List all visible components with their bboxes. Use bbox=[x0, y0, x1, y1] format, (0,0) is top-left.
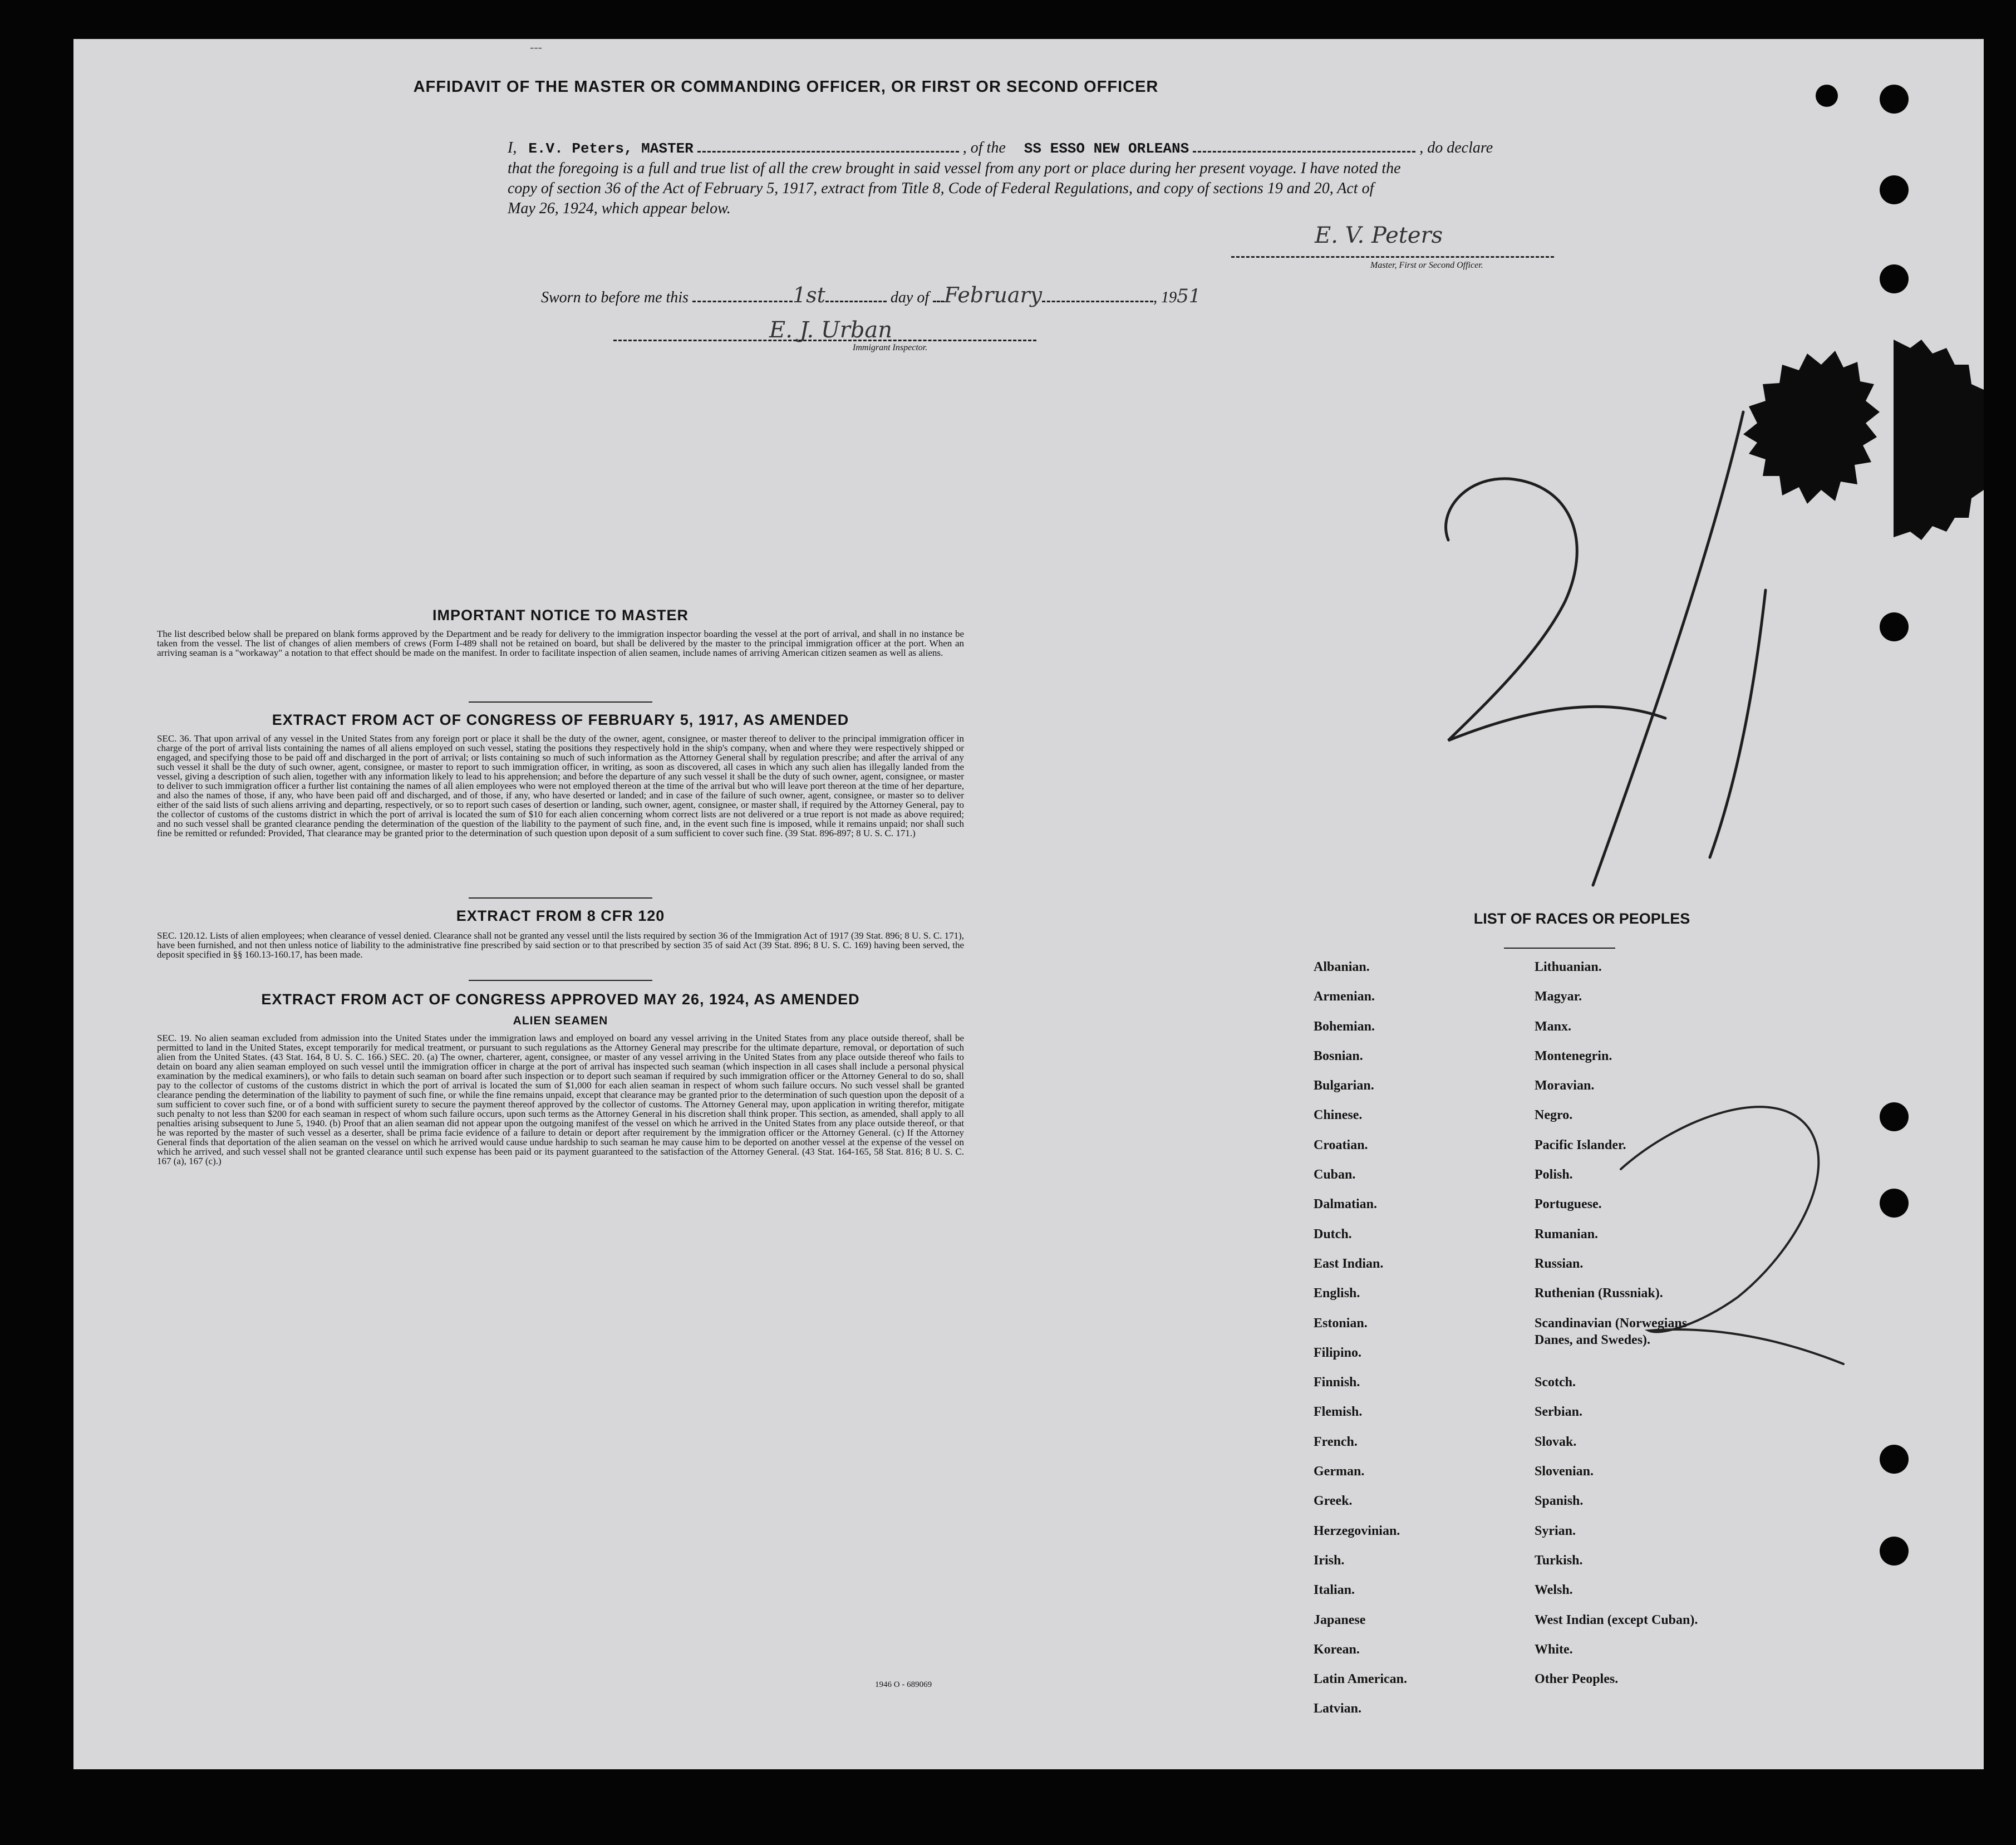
race-item: Japanese bbox=[1314, 1612, 1366, 1627]
race-item: West Indian (except Cuban). bbox=[1535, 1612, 1698, 1627]
race-item: Portuguese. bbox=[1535, 1197, 1602, 1212]
race-item: Albanian. bbox=[1314, 960, 1370, 974]
declaration-line-3: copy of section 36 of the Act of February 5, 1917, extract from Title 8, Code of Federal Regulations, and copy of sections 19 and 20, Act of bbox=[508, 180, 1374, 197]
handwritten-number-21 bbox=[1354, 356, 1799, 891]
print-code: 1946 O - 689069 bbox=[875, 1680, 932, 1689]
declaration-block bbox=[508, 138, 1654, 219]
race-item: Armenian. bbox=[1314, 989, 1375, 1004]
race-item: Magyar. bbox=[1535, 989, 1582, 1004]
race-item: Latin American. bbox=[1314, 1672, 1407, 1687]
extract-1917-rule bbox=[469, 897, 652, 899]
sworn-month: February bbox=[944, 283, 1043, 307]
race-item: Serbian. bbox=[1535, 1405, 1583, 1420]
race-item: Dutch. bbox=[1314, 1226, 1352, 1242]
affidavit-title: AFFIDAVIT OF THE MASTER OR COMMANDING OFFICER, OR FIRST OR SECOND OFFICER bbox=[413, 78, 1159, 96]
declaration-line-2: that the foregoing is a full and true list of all the crew brought in said vessel from any port or place during her present voyage. I have noted the bbox=[508, 160, 1401, 177]
race-item bbox=[1535, 1700, 1813, 1730]
race-item: Moravian. bbox=[1535, 1078, 1595, 1093]
master-name: E.V. Peters, MASTER bbox=[528, 140, 694, 157]
declaration-line-1 bbox=[508, 138, 1654, 159]
race-item: Pacific Islander. bbox=[1535, 1137, 1626, 1152]
race-item: Lithuanian. bbox=[1535, 960, 1602, 974]
master-signature-line bbox=[1231, 256, 1554, 258]
vessel-name: SS ESSO NEW ORLEANS bbox=[1024, 140, 1189, 157]
extract-1917-title: EXTRACT FROM ACT OF CONGRESS OF FEBRUARY 5, 1917, AS AMENDED bbox=[272, 711, 849, 728]
race-item: French. bbox=[1314, 1434, 1358, 1449]
declaration-line-4: May 26, 1924, which appear below. bbox=[508, 200, 731, 217]
race-item: Turkish. bbox=[1535, 1553, 1583, 1568]
vessel-name-dashes bbox=[1193, 151, 1415, 153]
binder-hole bbox=[1816, 85, 1838, 107]
sworn-day-dash-a bbox=[692, 301, 793, 302]
do-declare-label: , do declare bbox=[1419, 139, 1493, 156]
sworn-month-dash-a bbox=[933, 301, 944, 302]
race-item: Herzegovinian. bbox=[1314, 1523, 1400, 1538]
binder-hole bbox=[1880, 264, 1909, 293]
race-item: Rumanian. bbox=[1535, 1226, 1599, 1242]
year-prefix: , 19 bbox=[1153, 289, 1177, 306]
binder-hole bbox=[1880, 1445, 1909, 1474]
sworn-prefix: Sworn to before me this bbox=[541, 289, 689, 306]
binder-hole bbox=[1880, 175, 1909, 204]
race-item: Ruthenian (Russniak). bbox=[1535, 1286, 1663, 1301]
race-item: Estonian. bbox=[1314, 1316, 1368, 1331]
race-item: Croatian. bbox=[1314, 1137, 1368, 1152]
top-mark: --- bbox=[530, 40, 542, 54]
race-item: Finnish. bbox=[1314, 1375, 1360, 1390]
race-item: Scandinavian (Norwegians Danes, and Swedes). bbox=[1535, 1316, 1688, 1347]
notice-body: The list described below shall be prepared on blank forms approved by the Department and be ready for delivery to the immigration inspector boarding the vessel at the port of arrival, and shall in no instance be taken from the vessel. The list of changes of alien members of crews (Form I-489 shall not be retained on board, but shall be delivered by the master to the principal immigration officer at the port. When an arriving seaman is a "workaway" a notation to that effect should be made on the manifest. In order to facilitate inspection of alien seamen, include names of arriving American citizen seamen as well as aliens. bbox=[157, 629, 964, 658]
races-left-column bbox=[1314, 959, 1525, 1730]
master-name-dashes bbox=[697, 151, 959, 153]
race-item: Negro. bbox=[1535, 1108, 1573, 1123]
race-item: Welsh. bbox=[1535, 1583, 1573, 1598]
extract-cfr-rule bbox=[469, 980, 652, 981]
sworn-year: 51 bbox=[1177, 285, 1201, 307]
race-item: Cuban. bbox=[1314, 1167, 1356, 1182]
binder-hole bbox=[1880, 1537, 1909, 1566]
sworn-day-dash-b bbox=[825, 301, 887, 302]
binder-hole bbox=[1880, 85, 1909, 114]
race-item: Flemish. bbox=[1314, 1405, 1363, 1420]
inspector-signature-caption: Immigrant Inspector. bbox=[853, 343, 928, 352]
race-item: White. bbox=[1535, 1642, 1573, 1657]
sworn-line bbox=[541, 283, 1201, 307]
notice-rule bbox=[469, 701, 652, 703]
race-item: Korean. bbox=[1314, 1642, 1360, 1657]
inspector-signature-line bbox=[613, 340, 1036, 341]
race-item: Latvian. bbox=[1314, 1701, 1362, 1716]
sworn-day: 1st bbox=[792, 283, 825, 307]
master-signature-caption: Master, First or Second Officer. bbox=[1370, 261, 1483, 270]
race-item: English. bbox=[1314, 1286, 1360, 1301]
extract-1917-body: SEC. 36. That upon arrival of any vessel in the United States from any foreign port or place it shall be the duty of the owner, agent, consignee, or master thereof to deliver to the principal immigration officer in charge of the port of arrival lists containing the names of all aliens employed on such vessel, stating the positions they respectively hold in the ship's company, when and where they were respectively shipped or engaged, and specifying those to be paid off and discharged in the port of arrival; or lists containing so much of such information as the Attorney General shall by regulation prescribe; and after the arrival of any such vessel it shall be the duty of such owner, agent, consignee, or master to report to such immigration officer, in writing, as soon as discovered, all cases in which any such alien has illegally landed from the vessel, giving a description of such alien, together with any information likely to lead to his apprehension; and before the departure of any such vessel it shall be the duty of such owner, agent, consignee, or master to deliver to such immigration officer a further list containing the names of all alien employees who were not employed thereon at the time of the arrival but who will leave port thereon at the time of her departure, and also the names of those, if any, who have been paid off and discharged, and of those, if any, who have deserted or landed; and in case of the failure of such owner, agent, consignee, or master so to deliver either of the said lists of such aliens arriving and departing, respectively, or so to report such cases of desertion or landing, such owner, agent, consignee, or master shall, if required by the Attorney General, pay to the collector of customs of the customs district in which the port of arrival is located the sum of $10 for each alien concerning whom correct lists are not delivered or a true report is not made as above required; and no such vessel shall be granted clearance pending the determination of the question of the liability to the payment of such fine, and, in the event such fine is imposed, while it remains unpaid; nor shall such fine be remitted or refunded: Provided, That clearance may be granted prior to the determination of such question upon deposit of a sum sufficient to cover such fine. (39 Stat. 896-897; 8 U. S. C. 171.) bbox=[157, 733, 964, 838]
race-item: German. bbox=[1314, 1464, 1365, 1479]
race-item: Chinese. bbox=[1314, 1108, 1363, 1123]
race-item: Montenegrin. bbox=[1535, 1048, 1612, 1063]
binder-hole bbox=[1880, 612, 1909, 641]
race-item: Bohemian. bbox=[1314, 1019, 1375, 1034]
races-title-rule bbox=[1504, 948, 1615, 949]
race-item: Bulgarian. bbox=[1314, 1078, 1374, 1093]
race-item: Scotch. bbox=[1535, 1375, 1576, 1390]
race-item: Manx. bbox=[1535, 1019, 1571, 1034]
race-item: Bosnian. bbox=[1314, 1048, 1363, 1063]
race-item: Slovak. bbox=[1535, 1434, 1577, 1449]
handwritten-number-2-text: 2 bbox=[1749, 1238, 1757, 1257]
extract-1924-body: SEC. 19. No alien seaman excluded from admission into the United States under the immigration laws and employed on board any vessel arriving in the United States from any place outside thereof, shall be permitted to land in the United States, except temporarily for medical treatment, or pursuant to such regulations as the Attorney General may prescribe for the ultimate departure, removal, or deportation of such alien from the United States. (43 Stat. 164, 8 U. S. C. 166.) SEC. 20. (a) The owner, charterer, agent, consignee, or master of any vessel arriving in the United States from any place outside thereof who fails to detain on board any alien seaman employed on such vessel until the immigration officer in charge at the port of arrival has inspected such seaman (which inspection in all cases shall include a personal physical examination by the medical examiners), or who fails to detain such seaman on board after such inspection or to deport such seaman if required by such immigration officer or the Attorney General to do so, shall pay to the collector of customs of the customs district in which the port of arrival is located the sum of $1,000 for each alien seaman in respect of whom such failure occurs. No such vessel shall be granted clearance pending the determination of the liability to payment of such fine, or while the fine remains unpaid, except that clearance may be granted prior to the determination of such question upon the deposit of a sum sufficient to cover such fine, or of a bond with sufficient surety to secure the payment thereof approved by the collector of customs. The Attorney General may, upon application in writing therefor, mitigate such penalty to not less than $200 for each seaman in respect of whom such failure occurs, upon such terms as the Attorney General in his discretion shall think proper. This section, as amended, shall apply to all penalties arising subsequent to June 5, 1940. (b) Proof that an alien seaman did not appear upon the outgoing manifest of the vessel on which he arrived in the United States from any place outside thereof, or that he was reported by the master of such vessel as a deserter, shall be prima facie evidence of a failure to detain or deport after requirement by the immigration officer or the Attorney General. (c) If the Attorney General finds that deportation of the alien seaman on the vessel on which he arrived would cause undue hardship to such seaman he may cause him to be deported on another vessel at the expense of the vessel on which he arrived, and such vessel shall not be granted clearance until such expense has been paid or its payment guaranteed to the satisfaction of the Attorney General. (43 Stat. 164-165, 58 Stat. 816; 8 U. S. C. 167 (a), 167 (c).) bbox=[157, 1033, 964, 1166]
extract-1924-title: EXTRACT FROM ACT OF CONGRESS APPROVED MAY 26, 1924, AS AMENDED bbox=[261, 991, 860, 1008]
extract-1924-subtitle: ALIEN SEAMEN bbox=[513, 1014, 608, 1027]
handwritten-number-2 bbox=[1610, 1086, 1899, 1375]
race-item: Russian. bbox=[1535, 1256, 1584, 1271]
race-item: Slovenian. bbox=[1535, 1464, 1594, 1479]
notice-title: IMPORTANT NOTICE TO MASTER bbox=[432, 607, 689, 624]
binder-hole bbox=[1880, 1189, 1909, 1218]
race-item: Spanish. bbox=[1535, 1494, 1584, 1509]
race-item: Dalmatian. bbox=[1314, 1197, 1377, 1212]
race-item: Syrian. bbox=[1535, 1523, 1576, 1538]
inspector-signature: E. J. Urban bbox=[769, 317, 893, 343]
race-item: East Indian. bbox=[1314, 1256, 1384, 1271]
sworn-month-dash-b bbox=[1042, 301, 1153, 302]
affidavit-page bbox=[73, 39, 1984, 1769]
races-title: LIST OF RACES OR PEOPLES bbox=[1473, 910, 1690, 927]
of-the-label: , of the bbox=[962, 139, 1006, 156]
declaration-pronoun: I, bbox=[508, 139, 517, 156]
race-item: Irish. bbox=[1314, 1553, 1345, 1568]
handwritten-number-21-text: 21 bbox=[1576, 793, 1599, 818]
race-item: Greek. bbox=[1314, 1494, 1353, 1509]
master-signature: E. V. Peters bbox=[1315, 223, 1443, 248]
extract-cfr-title: EXTRACT FROM 8 CFR 120 bbox=[456, 907, 665, 924]
race-item: Italian. bbox=[1314, 1583, 1355, 1598]
race-item: Filipino. bbox=[1314, 1345, 1362, 1360]
day-of-label: day of bbox=[890, 289, 930, 306]
notary-seal bbox=[1743, 340, 1984, 540]
race-item: Polish. bbox=[1535, 1167, 1573, 1182]
binder-hole bbox=[1880, 1102, 1909, 1131]
race-item: Other Peoples. bbox=[1535, 1672, 1619, 1687]
extract-cfr-body: SEC. 120.12. Lists of alien employees; when clearance of vessel denied. Clearance shall not be granted any vessel until the lists required by section 36 of the Immigration Act of 1917 (39 Stat. 896; 8 U. S. C. 171), have been furnished, and not then unless notice of liability to the administrative fine prescribed by said section or to that prescribed by section 35 of said Act (39 Stat. 896; 8 U. S. C. 169) having been served, the deposit specified in §§ 160.13-160.17, has been made. bbox=[157, 930, 964, 960]
